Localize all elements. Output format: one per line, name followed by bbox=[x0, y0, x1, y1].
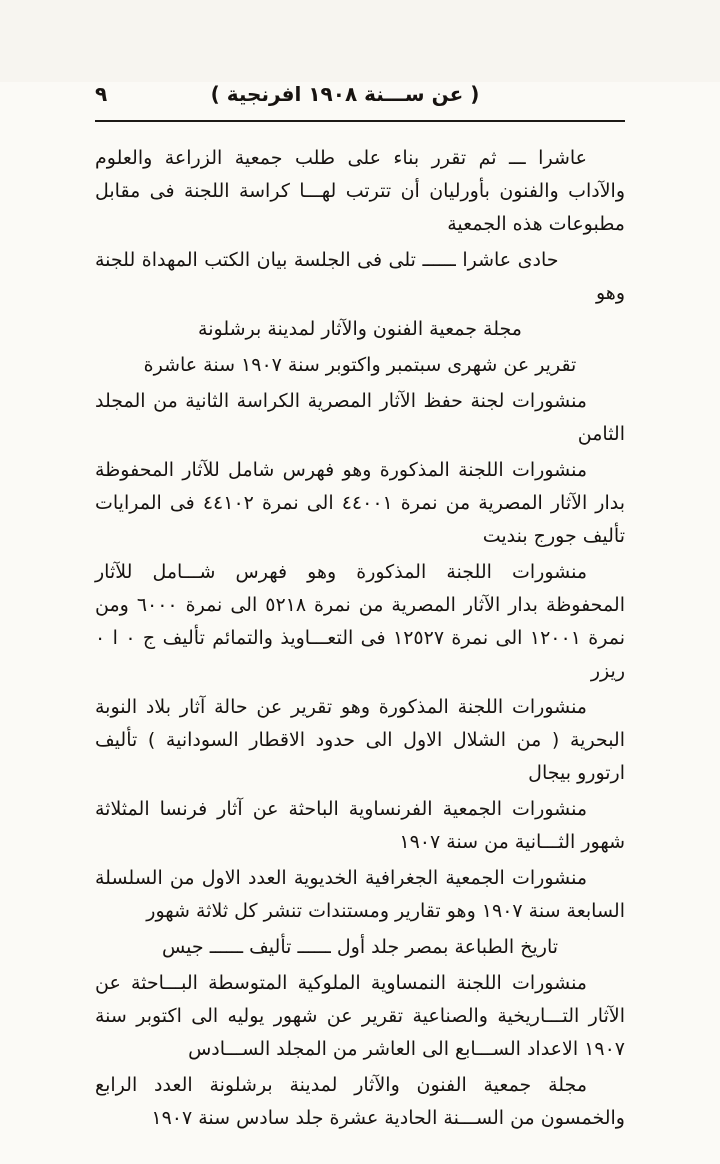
paragraph: منشورات اللجنة المذكورة وهو تقرير عن حالة آثار بلاد النوبة البحرية ( من الشلال الاول الى حدود الاقطار السودانية ) تأليف ارتورو بيجال bbox=[95, 696, 625, 784]
paragraph: مجلة جمعية الفنون والآثار لمدينة برشلونة bbox=[198, 318, 522, 340]
paragraph: منشورات الجمعية الفرنساوية الباحثة عن آثار فرنسا المثلاثة شهور الثـــانية من سنة ١٩٠٧ bbox=[95, 798, 625, 853]
page-title: ( عن ســـنة ١٩٠٨ افرنجية ) bbox=[210, 82, 480, 106]
paragraph: منشورات اللجنة المذكورة وهو فهرس شـــامل للآثار المحفوظة بدار الآثار المصرية من نمرة ٥٢١٨ الى نمرة ٦٠٠٠ ومن نمرة ١٢٠٠١ الى نمرة ١٢٥٢٧ فى التعـــاويذ والتمائم تأليف ج ٠ ا ٠ ريزر bbox=[95, 561, 626, 682]
paragraph: منشورات اللجنة المذكورة وهو فهرس شامل للآثار المحفوظة بدار الآثار المصرية من نمرة ٤٤٠٠١ الى نمرة ٤٤١٠٢ فى المرايات تأليف جورج بنديت bbox=[95, 459, 626, 547]
page-body bbox=[95, 142, 625, 1135]
paragraph: منشورات اللجنة النمساوية الملوكية المتوسطة البـــاحثة عن الآثار التـــاريخية والصناعية تقرير عن شهور يوليه الى اكتوبر سنة ١٩٠٧ الاعداد الســـابع الى العاشر من المجلد الســـادس bbox=[95, 972, 625, 1060]
paragraph: منشورات الجمعية الجغرافية الخديوية العدد الاول من السلسلة السابعة سنة ١٩٠٧ وهو تقارير ومستندات تنشر كل ثلاثة شهور bbox=[95, 867, 625, 922]
header-divider bbox=[95, 120, 625, 122]
paragraph: مجلة جمعية الفنون والآثار لمدينة برشلونة العدد الرابع والخمسون من الســـنة الحادية عشرة جلد سادس سنة ١٩٠٧ bbox=[95, 1074, 625, 1129]
page-number: ٩ bbox=[95, 82, 108, 106]
paragraph: عاشرا ـــ ثم تقرر بناء على طلب جمعية الزراعة والعلوم والآداب والفنون بأورليان أن تترتب لهـــا كراسة اللجنة فى مقابل مطبوعات هذه الجمعية bbox=[95, 147, 625, 235]
page-header bbox=[95, 82, 625, 112]
paragraph: منشورات لجنة حفظ الآثار المصرية الكراسة الثانية من المجلد الثامن bbox=[95, 390, 625, 445]
paragraph: تقرير عن شهرى سبتمبر واكتوبر سنة ١٩٠٧ سنة عاشرة bbox=[143, 354, 577, 376]
scanned-document-page bbox=[0, 82, 720, 1164]
paragraph: حادى عاشرا ــــــ تلى فى الجلسة بيان الكتب المهداة للجنة وهو bbox=[95, 249, 625, 304]
paragraph: تاريخ الطباعة بمصر جلد أول ــــــ تأليف ــــــ جيس bbox=[161, 936, 559, 958]
